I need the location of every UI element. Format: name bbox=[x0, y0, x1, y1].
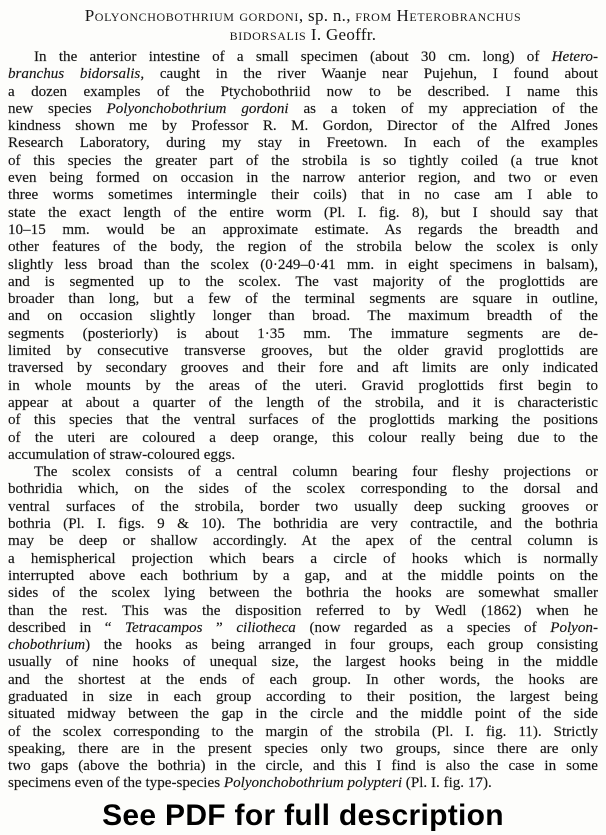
paper-body bbox=[8, 49, 598, 793]
text-line: in whole mounts by the areas of the uteri. Gravid proglottids first begin to bbox=[8, 377, 598, 394]
text-line: of the scolex corresponding to the margin of the strobila (Pl. I. fig. 11). Strictly bbox=[8, 723, 598, 740]
text-line: segments (posteriorly) is about 1·35 mm. The immature segments are de- bbox=[8, 325, 598, 342]
text-line: new species Polyonchobothrium gordoni as a token of my appreciation of the bbox=[8, 100, 598, 117]
text-line: broader than long, but a few of the terminal segments are square in outline, bbox=[8, 291, 598, 308]
text-line: limited by consecutive transverse grooves, but the older gravid proglottids are bbox=[8, 343, 598, 360]
text-line: appear at about a quarter of the length of the strobila, and it is characteristic bbox=[8, 394, 598, 411]
text-line: 10–15 mm. would be an approximate estimate. As regards the breadth and bbox=[8, 221, 598, 238]
text-line: state the exact length of the entire worm (Pl. I. fig. 8), but I should say that bbox=[8, 204, 598, 221]
text-line: described in “ Tetracampos ” ciliotheca (now regarded as a species of Polyon- bbox=[8, 619, 598, 636]
text-line: than the rest. This was the disposition referred to by Wedl (1862) when he bbox=[8, 602, 598, 619]
text-line: three worms sometimes intermingle their coils) that in no case am I able to bbox=[8, 187, 598, 204]
text-line: a hemispherical projection which bears a circle of hooks which is normally bbox=[8, 550, 598, 567]
text-line: graduated in size in each group according to their position, the largest being bbox=[8, 688, 598, 705]
text-line: chobothrium) the hooks as being arranged in four groups, each group consisting bbox=[8, 637, 598, 654]
text-line: bothria (Pl. I. figs. 9 & 10). The bothridia are very contractile, and the bothria bbox=[8, 516, 598, 533]
paper-title bbox=[8, 6, 598, 44]
text-line: may be deep or shallow accordingly. At the apex of the central column is bbox=[8, 533, 598, 550]
text-line: situated midway between the gap in the circle and the middle point of the side bbox=[8, 706, 598, 723]
text-line: and is segmented up to the scolex. The vast majority of the proglottids are bbox=[8, 273, 598, 290]
title-segment: I. Geoffr. bbox=[306, 25, 377, 44]
text-line: even being formed on occasion in the narrow anterior region, and two or even bbox=[8, 170, 598, 187]
title-segment: Polyonchobothrium gordoni bbox=[84, 6, 299, 25]
title-segment: bidorsalis bbox=[229, 25, 307, 44]
paragraph bbox=[8, 464, 598, 793]
text-line: interrupted above each bothrium by a gap, and at the middle points on the bbox=[8, 567, 598, 584]
title-segment: , sp. n., bbox=[298, 6, 356, 25]
paragraph bbox=[8, 49, 598, 464]
text-line: usually of nine hooks of unequal size, the largest hooks being in the middle bbox=[8, 654, 598, 671]
text-line: slightly less broad than the scolex (0·249–0·41 mm. in eight specimens in balsam), bbox=[8, 256, 598, 273]
text-line: ventral surfaces of the strobila, border two usually deep sucking grooves or bbox=[8, 498, 598, 515]
text-line: bothridia which, on the sides of the scolex corresponding to the dorsal and bbox=[8, 481, 598, 498]
text-line: kindness shown me by Professor R. M. Gordon, Director of the Alfred Jones bbox=[8, 118, 598, 135]
text-line: of this species that the ventral surfaces of the proglottids marking the positions bbox=[8, 412, 598, 429]
text-line: accumulation of straw-coloured eggs. bbox=[8, 446, 236, 463]
text-line: and on occasion slightly longer than broad. The maximum breadth of the bbox=[8, 308, 598, 325]
text-line: of this species the greater part of the strobila is so tightly coiled (a true knot bbox=[8, 152, 598, 169]
text-line: specimens even of the type-species Polyonchobothrium polypteri (Pl. I. fig. 17). bbox=[8, 775, 492, 792]
text-line: branchus bidorsalis, caught in the river Waanje near Pujehun, I found about bbox=[8, 66, 598, 83]
text-line: other features of the body, the region of the strobila below the scolex is only bbox=[8, 239, 598, 256]
text-line: speaking, there are in the present species only two groups, since there are only bbox=[8, 740, 598, 757]
pdf-notice: See PDF for full description bbox=[102, 798, 504, 832]
text-line: of the uteri are coloured a deep orange, this colour really being due to the bbox=[8, 429, 598, 446]
title-line-2 bbox=[8, 25, 598, 44]
text-line: The scolex consists of a central column bearing four fleshy projections or bbox=[34, 464, 598, 481]
text-line: two gaps (above the bothria) in the circle, and this I find is also the case in some bbox=[8, 758, 598, 775]
title-line-1 bbox=[8, 6, 598, 25]
text-line: Research Laboratory, during my stay in Freetown. In each of the examples bbox=[8, 135, 598, 152]
text-line: and the shortest at the ends of each group. In other words, the hooks are bbox=[8, 671, 598, 688]
text-line: traversed by secondary grooves and their fore and aft limits are only indicated bbox=[8, 360, 598, 377]
text-line: sides of the scolex lying between the bothria the hooks are somewhat smaller bbox=[8, 585, 598, 602]
title-segment: from Heterobranchus bbox=[355, 6, 522, 25]
text-line: a dozen examples of the Ptychobothriid now to be described. I name this bbox=[8, 83, 598, 100]
text-line: In the anterior intestine of a small specimen (about 30 cm. long) of Hetero- bbox=[34, 49, 598, 65]
